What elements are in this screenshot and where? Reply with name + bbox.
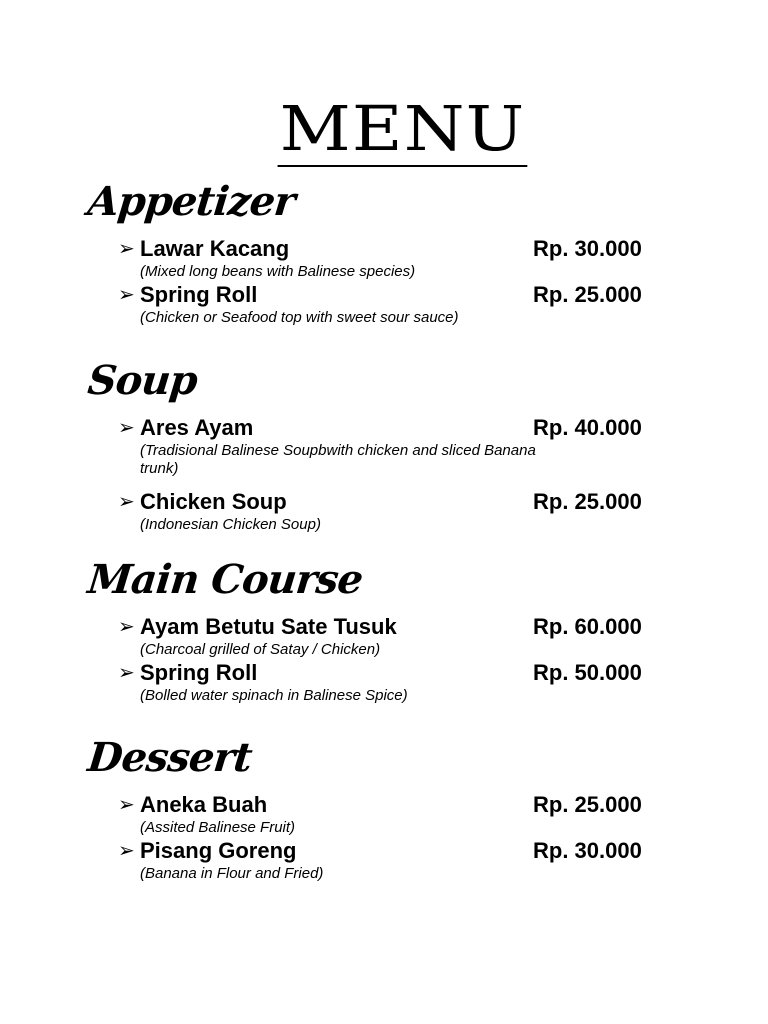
item-price: Rp. 30.000: [533, 236, 642, 261]
item-description: (Indonesian Chicken Soup): [140, 516, 321, 533]
section-title: Dessert: [85, 734, 254, 781]
arrow-bullet-icon: ➢: [118, 616, 135, 638]
item-price: Rp. 60.000: [533, 614, 642, 639]
item-description: (Chicken or Seafood top with sweet sour sauce): [140, 309, 459, 326]
item-name: Ares Ayam: [140, 415, 254, 440]
menu-item: [88, 235, 668, 281]
item-price: Rp. 25.000: [533, 792, 642, 817]
section-title: Appetizer: [85, 178, 297, 225]
page-title-text: MENU: [277, 92, 527, 167]
arrow-bullet-icon: ➢: [118, 238, 135, 260]
item-name: Aneka Buah: [140, 792, 268, 817]
menu-item: [88, 281, 668, 327]
item-description: (Assited Balinese Fruit): [140, 819, 296, 836]
item-name: Spring Roll: [140, 282, 258, 307]
section-title: Soup: [85, 357, 200, 404]
arrow-bullet-icon: ➢: [118, 840, 135, 862]
menu-item: [88, 613, 668, 659]
item-price: Rp. 40.000: [533, 415, 642, 440]
section-dessert: [85, 734, 668, 883]
item-name: Spring Roll: [140, 660, 258, 685]
page-title: [0, 94, 768, 164]
item-name: Ayam Betutu Sate Tusuk: [140, 614, 397, 639]
menu-item: [88, 488, 668, 534]
item-description: (Banana in Flour and Fried): [140, 865, 324, 882]
item-price: Rp. 30.000: [533, 838, 642, 863]
item-description: (Tradisional Balinese Soupbwith chicken and sliced Banana trunk): [140, 442, 536, 477]
menu-item: [88, 659, 668, 705]
section-appetizer: [85, 178, 668, 327]
section-main-course: [85, 556, 668, 705]
menu-item: [88, 414, 668, 478]
arrow-bullet-icon: ➢: [118, 794, 135, 816]
item-name: Pisang Goreng: [140, 838, 297, 863]
item-name: Chicken Soup: [140, 489, 287, 514]
section-title: Main Course: [85, 556, 365, 603]
item-price: Rp. 50.000: [533, 660, 642, 685]
arrow-bullet-icon: ➢: [118, 284, 135, 306]
menu-item: [88, 837, 668, 883]
menu-item: [88, 791, 668, 837]
item-description: (Bolled water spinach in Balinese Spice): [140, 687, 408, 704]
arrow-bullet-icon: ➢: [118, 662, 135, 684]
item-description: (Charcoal grilled of Satay / Chicken): [140, 641, 381, 658]
arrow-bullet-icon: ➢: [118, 491, 135, 513]
item-price: Rp. 25.000: [533, 282, 642, 307]
item-price: Rp. 25.000: [533, 489, 642, 514]
item-description: (Mixed long beans with Balinese species): [140, 263, 416, 280]
item-name: Lawar Kacang: [140, 236, 290, 261]
arrow-bullet-icon: ➢: [118, 417, 135, 439]
section-soup: [85, 357, 668, 534]
